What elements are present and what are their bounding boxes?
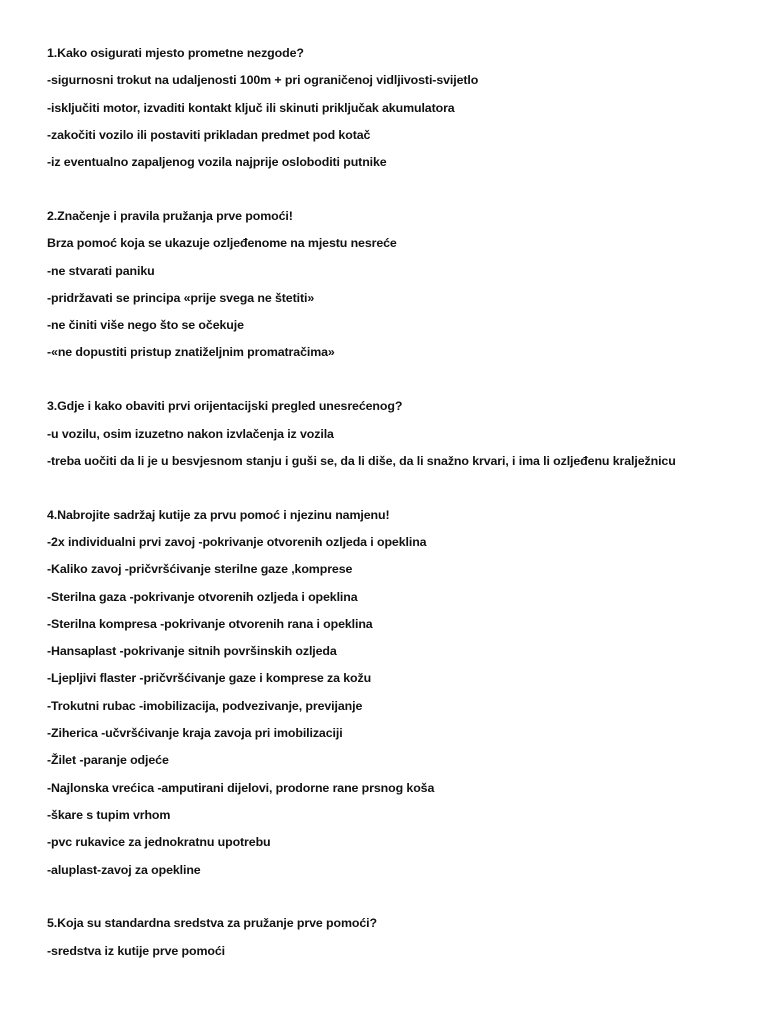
answer-line: -sredstva iz kutije prve pomoći bbox=[47, 943, 225, 958]
question-heading: 3.Gdje i kako obaviti prvi orijentacijski pregled unesrećenog? bbox=[47, 399, 403, 414]
question-section-2 bbox=[47, 203, 747, 367]
answer-line: -«ne dopustiti pristup znatiželjnim promatračima» bbox=[47, 345, 335, 360]
answer-line: -Ziherica -učvršćivanje kraja zavoja pri imobilizaciji bbox=[47, 726, 343, 741]
answer-line: -Najlonska vrećica -amputirani dijelovi, prodorne rane prsnog koša bbox=[47, 780, 435, 795]
answer-line: -u vozilu, osim izuzetno nakon izvlačenja iz vozila bbox=[47, 426, 334, 441]
question-section-5 bbox=[47, 910, 747, 965]
answer-line: -pvc rukavice za jednokratnu upotrebu bbox=[47, 835, 271, 850]
answer-line: -Sterilna gaza -pokrivanje otvorenih ozljeda i opeklina bbox=[47, 589, 358, 604]
answer-line: -Trokutni rubac -imobilizacija, podvezivanje, previjanje bbox=[47, 698, 363, 713]
document-body bbox=[47, 40, 747, 991]
answer-line: -ne činiti više nego što se očekuje bbox=[47, 318, 244, 333]
answer-line: -aluplast-zavoj za opekline bbox=[47, 862, 201, 877]
answer-line: Brza pomoć koja se ukazuje ozljeđenome na mjestu nesreće bbox=[47, 236, 397, 251]
answer-line: -škare s tupim vrhom bbox=[47, 807, 171, 822]
answer-line: -2x individualni prvi zavoj -pokrivanje otvorenih ozljeda i opeklina bbox=[47, 534, 427, 549]
question-section-1 bbox=[47, 40, 747, 176]
answer-line: -sigurnosni trokut na udaljenosti 100m + pri ograničenoj vidljivosti-svijetlo bbox=[47, 73, 479, 88]
question-section-4 bbox=[47, 502, 747, 884]
answer-line: -Ljepljivi flaster -pričvršćivanje gaze i komprese za kožu bbox=[47, 671, 372, 686]
question-section-3 bbox=[47, 393, 747, 475]
answer-line: -iz eventualno zapaljenog vozila najprije osloboditi putnike bbox=[47, 155, 387, 170]
answer-line: -Kaliko zavoj -pričvršćivanje sterilne gaze ,komprese bbox=[47, 562, 353, 577]
answer-line: -zakočiti vozilo ili postaviti prikladan predmet pod kotač bbox=[47, 127, 371, 142]
answer-line: -pridržavati se principa «prije svega ne štetiti» bbox=[47, 290, 315, 305]
question-heading: 5.Koja su standardna sredstva za pružanje prve pomoći? bbox=[47, 916, 377, 931]
question-heading: 2.Značenje i pravila pružanja prve pomoći! bbox=[47, 208, 293, 223]
answer-line: -treba uočiti da li je u besvjesnom stanju i guši se, da li diše, da li snažno krvari, i ima li ozljeđenu kralježnicu bbox=[47, 453, 676, 468]
answer-line: -Hansaplast -pokrivanje sitnih površinskih ozljeda bbox=[47, 644, 337, 659]
question-heading: 4.Nabrojite sadržaj kutije za prvu pomoć i njezinu namjenu! bbox=[47, 507, 390, 522]
answer-line: -isključiti motor, izvaditi kontakt ključ ili skinuti priključak akumulatora bbox=[47, 100, 455, 115]
answer-line: -Sterilna kompresa -pokrivanje otvorenih rana i opeklina bbox=[47, 616, 373, 631]
answer-line: -Žilet -paranje odjeće bbox=[47, 753, 169, 768]
question-heading: 1.Kako osigurati mjesto prometne nezgode? bbox=[47, 46, 304, 60]
answer-line: -ne stvarati paniku bbox=[47, 263, 155, 278]
